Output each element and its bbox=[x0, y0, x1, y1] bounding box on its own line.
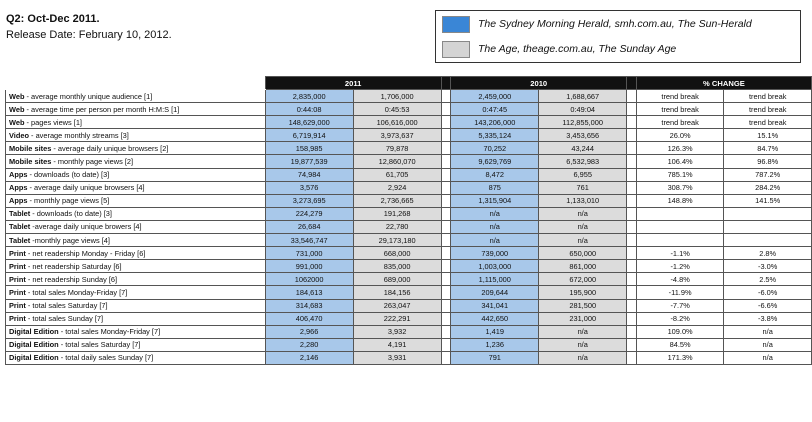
header-blank bbox=[6, 77, 266, 90]
row-label-category: Mobile sites bbox=[9, 157, 52, 167]
column-gap bbox=[441, 220, 451, 233]
cell-smh-2011: 26,684 bbox=[265, 220, 353, 233]
cell-smh-change: -8.2% bbox=[636, 312, 724, 325]
cell-smh-change: 109.0% bbox=[636, 325, 724, 338]
cell-age-2010: n/a bbox=[539, 338, 627, 351]
row-label-category: Digital Edition bbox=[9, 340, 59, 350]
row-label-category: Tablet bbox=[9, 222, 31, 232]
cell-age-change: -6.6% bbox=[724, 299, 812, 312]
cell-age-2011: 3,931 bbox=[353, 351, 441, 364]
cell-smh-2011: 184,613 bbox=[265, 286, 353, 299]
cell-smh-2010: 1,236 bbox=[451, 338, 539, 351]
cell-smh-2010: 1,315,904 bbox=[451, 194, 539, 207]
row-label bbox=[6, 299, 266, 312]
row-label bbox=[6, 90, 266, 103]
column-gap bbox=[627, 351, 637, 364]
cell-smh-2010: 9,629,769 bbox=[451, 155, 539, 168]
table-row bbox=[6, 116, 812, 129]
row-label-category: Apps bbox=[9, 170, 28, 180]
cell-age-change: n/a bbox=[724, 325, 812, 338]
cell-smh-change: 126.3% bbox=[636, 142, 724, 155]
table-row bbox=[6, 142, 812, 155]
cell-smh-change bbox=[636, 234, 724, 247]
cell-age-change: 787.2% bbox=[724, 168, 812, 181]
table-row bbox=[6, 351, 812, 364]
cell-age-change bbox=[724, 207, 812, 220]
cell-smh-2010: n/a bbox=[451, 234, 539, 247]
cell-smh-2010: 1,003,000 bbox=[451, 260, 539, 273]
cell-smh-2010: n/a bbox=[451, 207, 539, 220]
column-gap bbox=[627, 312, 637, 325]
cell-age-2010: n/a bbox=[539, 325, 627, 338]
row-label bbox=[6, 220, 266, 233]
cell-smh-2010: 209,644 bbox=[451, 286, 539, 299]
cell-smh-change: 84.5% bbox=[636, 338, 724, 351]
cell-age-2010: 650,000 bbox=[539, 247, 627, 260]
cell-smh-2011: 991,000 bbox=[265, 260, 353, 273]
row-label-metric: - downloads (to date) [3] bbox=[30, 209, 112, 219]
legend-box bbox=[435, 10, 801, 63]
row-label-metric: - total daily sales Sunday [7] bbox=[58, 353, 154, 363]
table-row bbox=[6, 220, 812, 233]
column-gap bbox=[627, 207, 637, 220]
cell-age-2010: 1,133,010 bbox=[539, 194, 627, 207]
table-header-row bbox=[6, 77, 812, 90]
table-row bbox=[6, 103, 812, 116]
cell-smh-2010: 1,115,000 bbox=[451, 273, 539, 286]
row-label bbox=[6, 168, 266, 181]
column-gap bbox=[627, 181, 637, 194]
row-label bbox=[6, 116, 266, 129]
row-label-metric: - average monthly unique audience [1] bbox=[24, 91, 153, 101]
cell-smh-2010: 8,472 bbox=[451, 168, 539, 181]
row-label bbox=[6, 247, 266, 260]
cell-age-change: 96.8% bbox=[724, 155, 812, 168]
column-gap bbox=[441, 260, 451, 273]
column-gap bbox=[627, 234, 637, 247]
row-label-metric: - monthly page views [5] bbox=[27, 196, 110, 206]
column-gap bbox=[627, 286, 637, 299]
cell-smh-2010: 875 bbox=[451, 181, 539, 194]
cell-smh-2010: 70,252 bbox=[451, 142, 539, 155]
row-label-metric: - total sales Saturday [7] bbox=[25, 301, 108, 311]
cell-age-2010: 672,000 bbox=[539, 273, 627, 286]
cell-age-2010: 3,453,656 bbox=[539, 129, 627, 142]
cell-age-2010: 195,900 bbox=[539, 286, 627, 299]
row-label bbox=[6, 286, 266, 299]
cell-age-2011: 3,973,637 bbox=[353, 129, 441, 142]
row-label bbox=[6, 155, 266, 168]
column-gap bbox=[441, 325, 451, 338]
cell-smh-change: -4.8% bbox=[636, 273, 724, 286]
header-gap bbox=[627, 77, 637, 90]
cell-age-2011: 835,000 bbox=[353, 260, 441, 273]
legend-swatch-blue bbox=[442, 16, 470, 33]
cell-smh-2011: 314,683 bbox=[265, 299, 353, 312]
cell-age-2010: 861,000 bbox=[539, 260, 627, 273]
table-row bbox=[6, 129, 812, 142]
column-gap bbox=[441, 168, 451, 181]
table-row bbox=[6, 325, 812, 338]
cell-smh-2010: 791 bbox=[451, 351, 539, 364]
cell-smh-change bbox=[636, 207, 724, 220]
row-label-metric: - net readership Monday - Friday [6] bbox=[25, 248, 146, 258]
cell-age-2010: 112,855,000 bbox=[539, 116, 627, 129]
row-label-metric: - average daily unique browsers [2] bbox=[51, 143, 169, 153]
row-label-category: Print bbox=[9, 301, 26, 311]
cell-age-2011: 12,860,070 bbox=[353, 155, 441, 168]
row-label-metric: - average time per person per month H:M:S [1] bbox=[24, 104, 180, 114]
row-label-metric: -monthly page views [4] bbox=[30, 235, 110, 245]
row-label-category: Mobile sites bbox=[9, 143, 52, 153]
cell-smh-change: -1.1% bbox=[636, 247, 724, 260]
column-gap bbox=[441, 90, 451, 103]
column-gap bbox=[441, 312, 451, 325]
cell-smh-2011: 224,279 bbox=[265, 207, 353, 220]
row-label-category: Video bbox=[9, 130, 29, 140]
column-gap bbox=[627, 168, 637, 181]
column-gap bbox=[627, 155, 637, 168]
cell-age-2011: 61,705 bbox=[353, 168, 441, 181]
table-row bbox=[6, 207, 812, 220]
row-label-metric: -average daily unique browers [4] bbox=[30, 222, 142, 232]
column-gap bbox=[441, 142, 451, 155]
column-gap bbox=[441, 338, 451, 351]
row-label-category: Apps bbox=[9, 183, 28, 193]
cell-age-change bbox=[724, 234, 812, 247]
cell-age-change: n/a bbox=[724, 351, 812, 364]
cell-smh-2011: 731,000 bbox=[265, 247, 353, 260]
legend-swatch-grey bbox=[442, 41, 470, 58]
cell-age-change: 284.2% bbox=[724, 181, 812, 194]
row-label-category: Digital Edition bbox=[9, 353, 59, 363]
row-label-category: Web bbox=[9, 104, 25, 114]
cell-age-2010: 0:49:04 bbox=[539, 103, 627, 116]
cell-smh-2010: 0:47:45 bbox=[451, 103, 539, 116]
row-label bbox=[6, 181, 266, 194]
cell-smh-2010: 1,419 bbox=[451, 325, 539, 338]
cell-age-2011: 79,878 bbox=[353, 142, 441, 155]
column-gap bbox=[441, 103, 451, 116]
row-label-category: Print bbox=[9, 314, 26, 324]
cell-smh-change bbox=[636, 220, 724, 233]
row-label-category: Web bbox=[9, 117, 25, 127]
row-label-category: Web bbox=[9, 91, 25, 101]
cell-age-change: -3.0% bbox=[724, 260, 812, 273]
row-label-metric: - pages views [1] bbox=[24, 117, 82, 127]
cell-age-change: 15.1% bbox=[724, 129, 812, 142]
column-gap bbox=[627, 273, 637, 286]
header-2011: 2011 bbox=[265, 77, 441, 90]
cell-age-change: 2.5% bbox=[724, 273, 812, 286]
table-row bbox=[6, 260, 812, 273]
cell-smh-2011: 2,280 bbox=[265, 338, 353, 351]
cell-age-2011: 2,736,665 bbox=[353, 194, 441, 207]
cell-age-2010: 6,955 bbox=[539, 168, 627, 181]
table-row bbox=[6, 234, 812, 247]
table-row bbox=[6, 155, 812, 168]
table-row bbox=[6, 273, 812, 286]
row-label-metric: - average monthly streams [3] bbox=[29, 130, 129, 140]
cell-age-2010: 43,244 bbox=[539, 142, 627, 155]
column-gap bbox=[441, 155, 451, 168]
column-gap bbox=[441, 273, 451, 286]
row-label-metric: - downloads (to date) [3] bbox=[27, 170, 110, 180]
cell-smh-change: 106.4% bbox=[636, 155, 724, 168]
row-label-metric: - net readership Saturday [6] bbox=[25, 261, 122, 271]
header-change: % CHANGE bbox=[636, 77, 811, 90]
column-gap bbox=[627, 299, 637, 312]
cell-age-2011: 2,924 bbox=[353, 181, 441, 194]
row-label bbox=[6, 312, 266, 325]
column-gap bbox=[627, 116, 637, 129]
cell-smh-change: trend break bbox=[636, 103, 724, 116]
table-row bbox=[6, 194, 812, 207]
row-label-category: Tablet bbox=[9, 209, 31, 219]
column-gap bbox=[627, 194, 637, 207]
row-label-category: Apps bbox=[9, 196, 28, 206]
column-gap bbox=[441, 181, 451, 194]
row-label bbox=[6, 129, 266, 142]
table-row bbox=[6, 247, 812, 260]
cell-age-2010: n/a bbox=[539, 351, 627, 364]
table-row bbox=[6, 90, 812, 103]
row-label bbox=[6, 103, 266, 116]
table-row bbox=[6, 286, 812, 299]
column-gap bbox=[441, 129, 451, 142]
cell-age-change bbox=[724, 220, 812, 233]
column-gap bbox=[627, 103, 637, 116]
cell-age-2010: 6,532,983 bbox=[539, 155, 627, 168]
cell-age-2011: 184,156 bbox=[353, 286, 441, 299]
row-label bbox=[6, 338, 266, 351]
cell-smh-change: trend break bbox=[636, 116, 724, 129]
column-gap bbox=[441, 286, 451, 299]
column-gap bbox=[627, 129, 637, 142]
cell-age-2010: n/a bbox=[539, 207, 627, 220]
cell-smh-change: 26.0% bbox=[636, 129, 724, 142]
cell-age-2010: 231,000 bbox=[539, 312, 627, 325]
cell-smh-2010: 143,206,000 bbox=[451, 116, 539, 129]
cell-age-change: 141.5% bbox=[724, 194, 812, 207]
cell-smh-2011: 158,985 bbox=[265, 142, 353, 155]
cell-smh-change: -11.9% bbox=[636, 286, 724, 299]
release-date: Release Date: February 10, 2012. bbox=[6, 29, 172, 41]
row-label-metric: - total sales Monday-Friday [7] bbox=[58, 327, 161, 337]
column-gap bbox=[627, 260, 637, 273]
row-label-category: Print bbox=[9, 248, 26, 258]
column-gap bbox=[441, 207, 451, 220]
cell-age-change: -6.0% bbox=[724, 286, 812, 299]
table-row bbox=[6, 181, 812, 194]
cell-age-change: 2.8% bbox=[724, 247, 812, 260]
cell-smh-change: 308.7% bbox=[636, 181, 724, 194]
table-row bbox=[6, 338, 812, 351]
cell-age-2011: 4,191 bbox=[353, 338, 441, 351]
row-label-category: Print bbox=[9, 287, 26, 297]
legend-item-smh bbox=[442, 14, 752, 34]
row-label-category: Print bbox=[9, 274, 26, 284]
table-row bbox=[6, 299, 812, 312]
cell-smh-2011: 3,576 bbox=[265, 181, 353, 194]
audience-table bbox=[5, 76, 812, 365]
row-label-metric: - net readership Sunday [6] bbox=[25, 274, 118, 284]
cell-age-change: -3.8% bbox=[724, 312, 812, 325]
cell-age-2010: 1,688,667 bbox=[539, 90, 627, 103]
cell-smh-change: 785.1% bbox=[636, 168, 724, 181]
cell-age-change: n/a bbox=[724, 338, 812, 351]
header-2010: 2010 bbox=[451, 77, 627, 90]
table-row bbox=[6, 168, 812, 181]
cell-age-change: trend break bbox=[724, 116, 812, 129]
cell-age-2011: 263,047 bbox=[353, 299, 441, 312]
cell-smh-2011: 6,719,914 bbox=[265, 129, 353, 142]
column-gap bbox=[627, 247, 637, 260]
column-gap bbox=[441, 194, 451, 207]
cell-smh-2010: n/a bbox=[451, 220, 539, 233]
cell-smh-2011: 74,984 bbox=[265, 168, 353, 181]
column-gap bbox=[441, 247, 451, 260]
cell-age-2011: 222,291 bbox=[353, 312, 441, 325]
cell-smh-change: trend break bbox=[636, 90, 724, 103]
header-gap bbox=[441, 77, 451, 90]
row-label bbox=[6, 142, 266, 155]
column-gap bbox=[627, 90, 637, 103]
column-gap bbox=[441, 116, 451, 129]
row-label bbox=[6, 234, 266, 247]
cell-smh-2011: 33,546,747 bbox=[265, 234, 353, 247]
column-gap bbox=[627, 325, 637, 338]
cell-age-2010: 761 bbox=[539, 181, 627, 194]
cell-smh-2011: 406,470 bbox=[265, 312, 353, 325]
cell-age-2011: 3,932 bbox=[353, 325, 441, 338]
row-label-metric: - total sales Monday-Friday [7] bbox=[25, 287, 128, 297]
cell-smh-2010: 341,041 bbox=[451, 299, 539, 312]
row-label-metric: - total sales Saturday [7] bbox=[58, 340, 141, 350]
row-label bbox=[6, 260, 266, 273]
row-label bbox=[6, 325, 266, 338]
cell-age-2011: 29,173,180 bbox=[353, 234, 441, 247]
cell-smh-change: 171.3% bbox=[636, 351, 724, 364]
cell-age-change: trend break bbox=[724, 90, 812, 103]
cell-age-2010: n/a bbox=[539, 234, 627, 247]
cell-smh-2011: 1062000 bbox=[265, 273, 353, 286]
column-gap bbox=[627, 338, 637, 351]
row-label bbox=[6, 351, 266, 364]
legend-label-age: The Age, theage.com.au, The Sunday Age bbox=[478, 43, 677, 55]
column-gap bbox=[627, 220, 637, 233]
cell-smh-2011: 2,966 bbox=[265, 325, 353, 338]
cell-age-2010: n/a bbox=[539, 220, 627, 233]
cell-smh-2011: 0:44:08 bbox=[265, 103, 353, 116]
column-gap bbox=[441, 351, 451, 364]
column-gap bbox=[441, 234, 451, 247]
cell-smh-change: -7.7% bbox=[636, 299, 724, 312]
row-label-category: Digital Edition bbox=[9, 327, 59, 337]
cell-age-change: 84.7% bbox=[724, 142, 812, 155]
row-label-category: Tablet bbox=[9, 235, 31, 245]
cell-age-2011: 1,706,000 bbox=[353, 90, 441, 103]
row-label bbox=[6, 194, 266, 207]
legend-label-smh: The Sydney Morning Herald, smh.com.au, The Sun-Herald bbox=[478, 18, 752, 30]
cell-age-2011: 106,616,000 bbox=[353, 116, 441, 129]
cell-smh-2011: 2,146 bbox=[265, 351, 353, 364]
row-label bbox=[6, 273, 266, 286]
cell-age-2011: 689,000 bbox=[353, 273, 441, 286]
cell-smh-2010: 442,650 bbox=[451, 312, 539, 325]
row-label-category: Print bbox=[9, 261, 26, 271]
legend-item-age bbox=[442, 39, 676, 59]
cell-age-2011: 668,000 bbox=[353, 247, 441, 260]
table-row bbox=[6, 312, 812, 325]
column-gap bbox=[627, 142, 637, 155]
cell-smh-2010: 5,335,124 bbox=[451, 129, 539, 142]
row-label bbox=[6, 207, 266, 220]
cell-age-2011: 22,780 bbox=[353, 220, 441, 233]
cell-smh-change: 148.8% bbox=[636, 194, 724, 207]
cell-smh-2011: 3,273,695 bbox=[265, 194, 353, 207]
cell-smh-2010: 739,000 bbox=[451, 247, 539, 260]
column-gap bbox=[441, 299, 451, 312]
row-label-metric: - total sales Sunday [7] bbox=[25, 314, 104, 324]
row-label-metric: - monthly page views [2] bbox=[51, 157, 134, 167]
row-label-metric: - average daily unique browsers [4] bbox=[27, 183, 145, 193]
cell-smh-2011: 19,877,539 bbox=[265, 155, 353, 168]
cell-smh-2011: 2,835,000 bbox=[265, 90, 353, 103]
cell-age-change: trend break bbox=[724, 103, 812, 116]
cell-smh-2010: 2,459,000 bbox=[451, 90, 539, 103]
cell-age-2011: 0:45:53 bbox=[353, 103, 441, 116]
cell-age-2011: 191,268 bbox=[353, 207, 441, 220]
cell-age-2010: 281,500 bbox=[539, 299, 627, 312]
cell-smh-2011: 148,629,000 bbox=[265, 116, 353, 129]
page-title: Q2: Oct-Dec 2011. bbox=[6, 13, 100, 25]
cell-smh-change: -1.2% bbox=[636, 260, 724, 273]
